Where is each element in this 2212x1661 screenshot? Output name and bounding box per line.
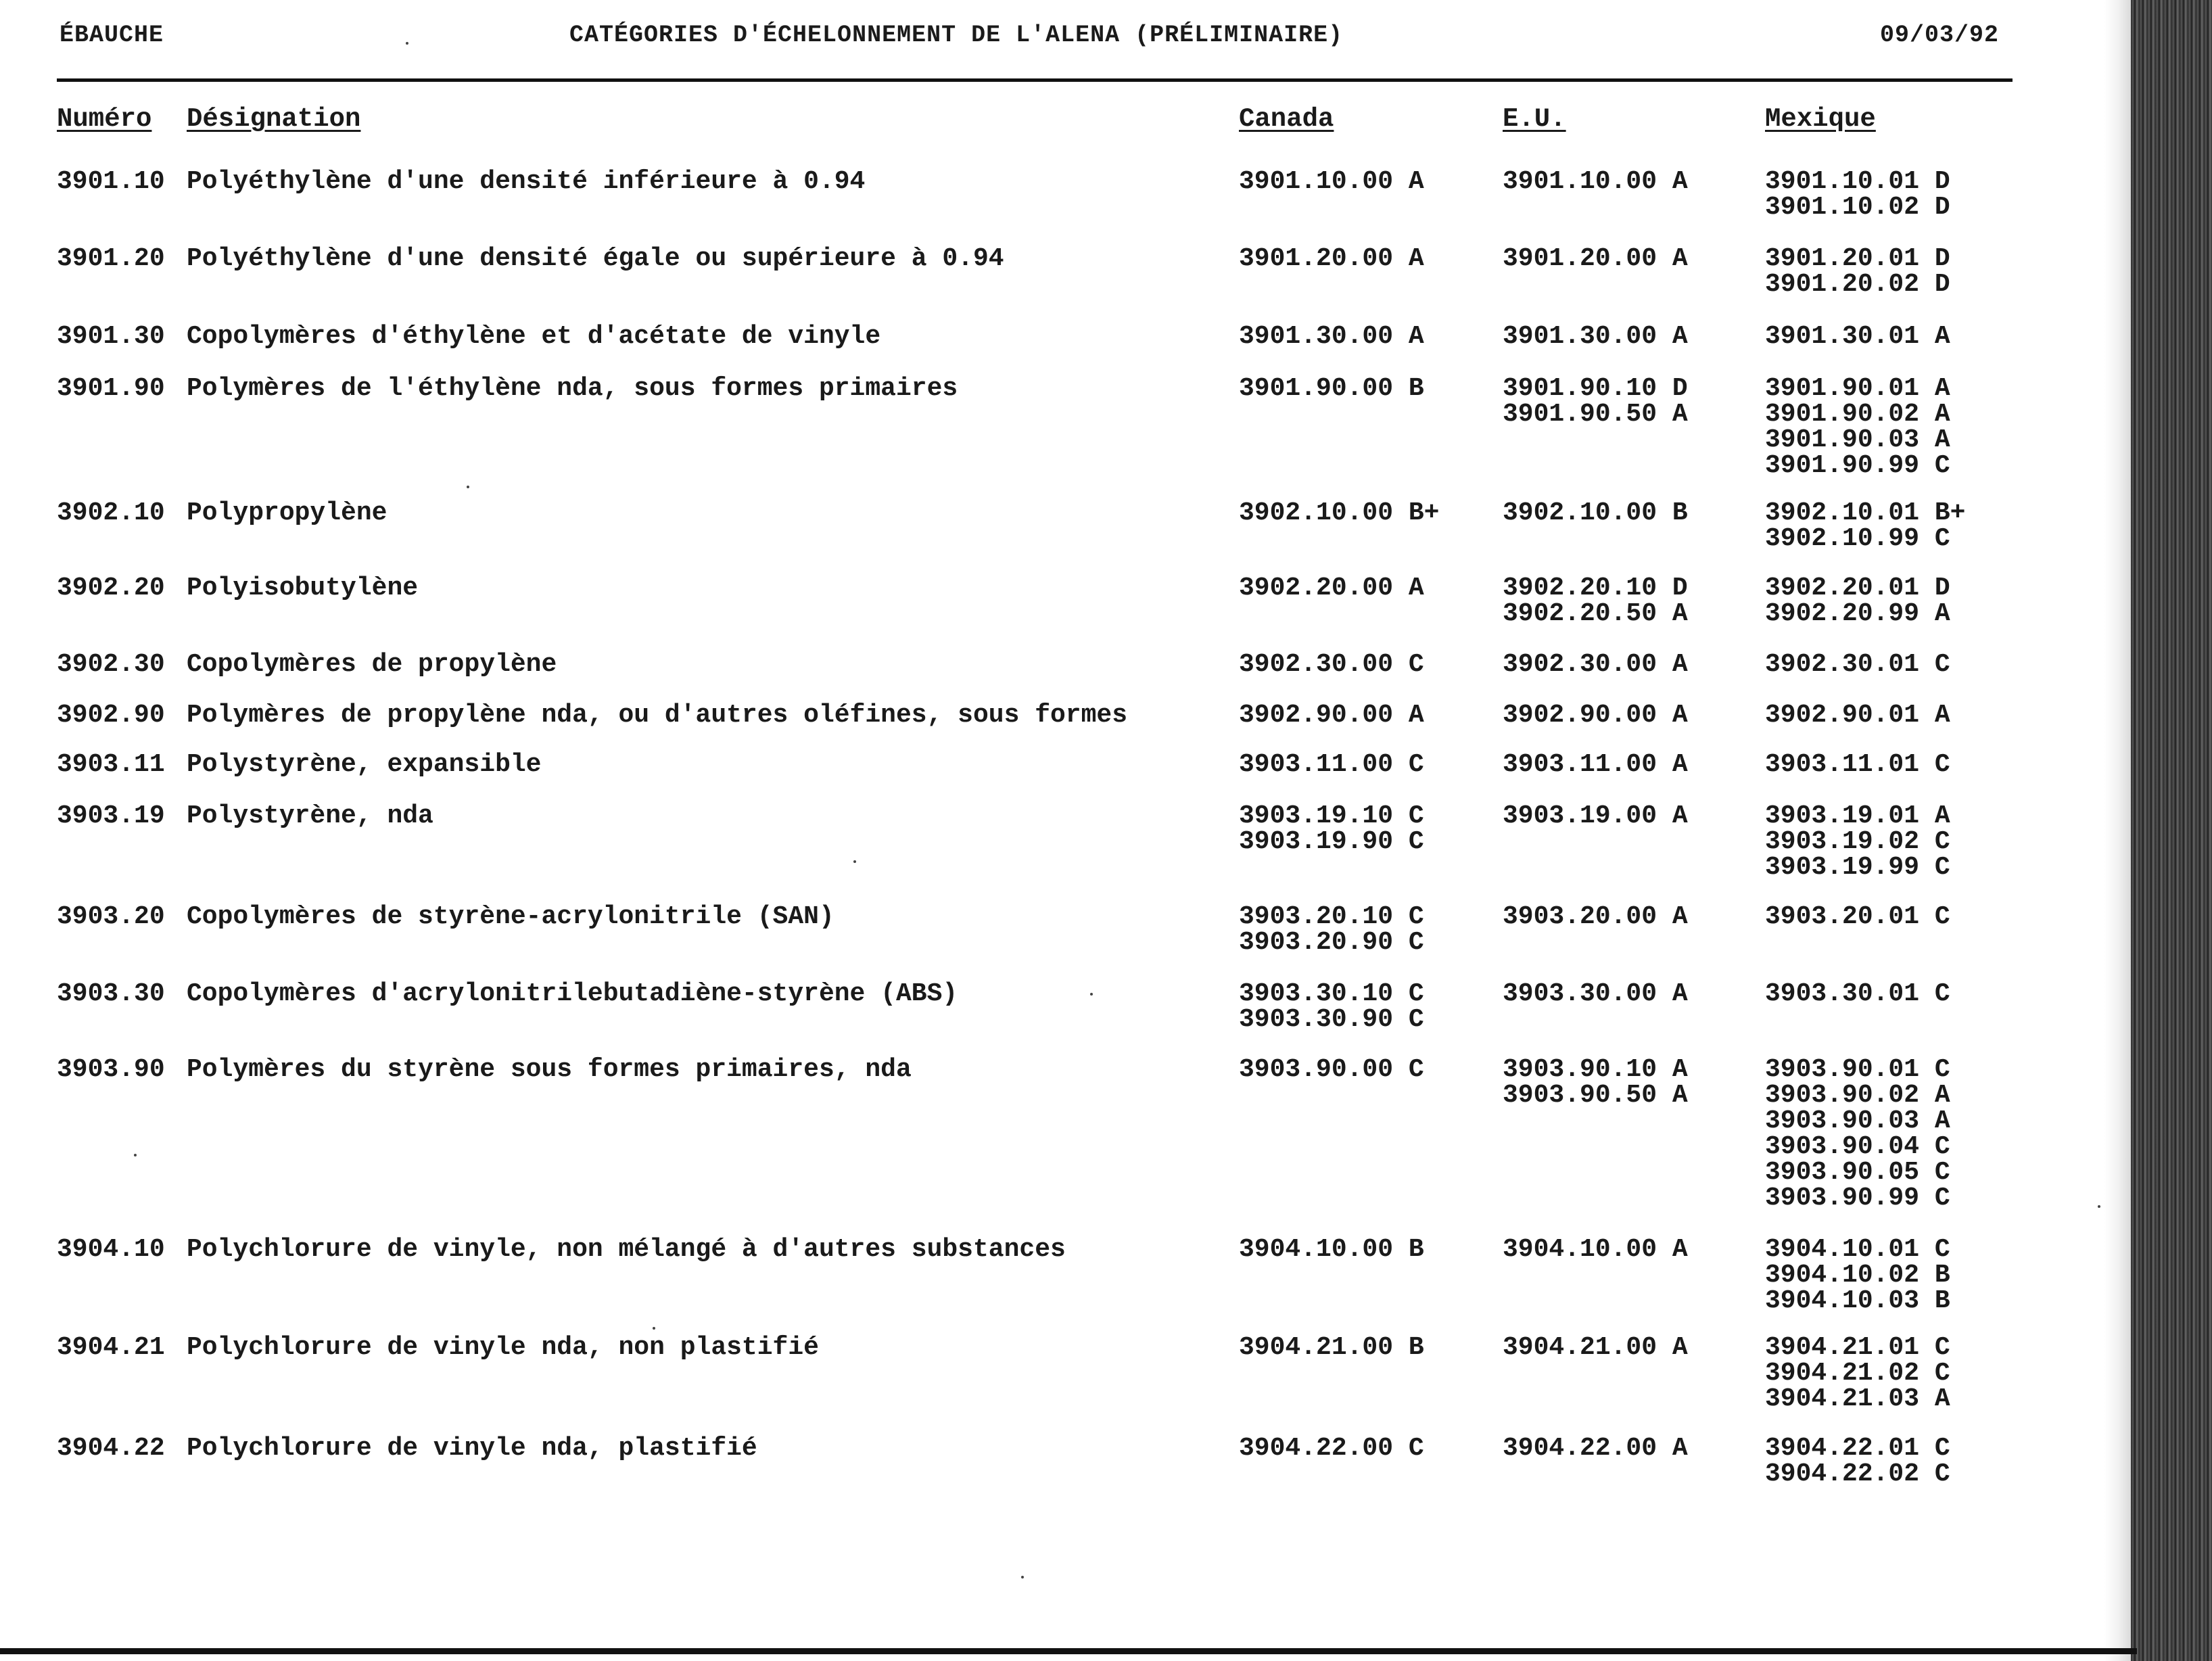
column-header-numero: Numéro: [57, 104, 152, 134]
tariff-number: 3901.30: [57, 322, 165, 351]
us-codes-code: 3901.10.00 A: [1503, 167, 1688, 196]
scan-speck: [406, 42, 408, 45]
canada-codes: [1239, 703, 1424, 728]
canada-codes-code: 3903.20.10 C: [1239, 902, 1424, 931]
us-codes: [1503, 981, 1688, 1007]
canada-codes-code: 3903.30.90 C: [1239, 1005, 1424, 1034]
mexique-codes: [1765, 803, 1950, 881]
tariff-number: 3902.30: [57, 650, 165, 679]
mexique-codes-code: 3903.90.04 C: [1765, 1132, 1950, 1161]
column-header-mexique: Mexique: [1765, 104, 1876, 134]
mexique-codes-code: 3902.20.99 A: [1765, 599, 1950, 628]
us-codes: [1503, 324, 1688, 350]
mexique-codes-code: 3904.10.01 C: [1765, 1235, 1950, 1264]
tariff-number: 3901.90: [57, 374, 165, 403]
document-title: CATÉGORIES D'ÉCHELONNEMENT DE L'ALENA (PRÉLIMINAIRE): [569, 22, 1344, 49]
canada-codes-code: 3901.30.00 A: [1239, 322, 1424, 351]
tariff-designation: Polymères de propylène nda, ou d'autres oléfines, sous formes: [187, 701, 1128, 730]
bottom-border: [0, 1648, 2137, 1654]
mexique-codes: [1765, 500, 1965, 552]
scanner-edge: [2131, 0, 2212, 1661]
us-codes-code: 3903.19.00 A: [1503, 801, 1688, 830]
tariff-designation: Polyéthylène d'une densité inférieure à 0.94: [187, 167, 866, 196]
tariff-number: 3904.10: [57, 1235, 165, 1264]
mexique-codes: [1765, 1237, 1950, 1314]
tariff-number: 3902.10: [57, 498, 165, 528]
scan-speck: [1021, 1576, 1024, 1578]
mexique-codes-code: 3903.90.05 C: [1765, 1158, 1950, 1187]
mexique-codes-code: 3903.19.02 C: [1765, 827, 1950, 856]
column-header-designation: Désignation: [187, 104, 361, 134]
mexique-codes-code: 3903.19.99 C: [1765, 853, 1950, 882]
canada-codes: [1239, 169, 1424, 195]
canada-codes: [1239, 324, 1424, 350]
scan-speck: [653, 1327, 655, 1330]
us-codes: [1503, 803, 1688, 829]
mexique-codes-code: 3904.22.02 C: [1765, 1459, 1950, 1489]
tariff-designation: Polyéthylène d'une densité égale ou supérieure à 0.94: [187, 244, 1004, 273]
scan-speck: [134, 1154, 137, 1156]
canada-codes-code: 3901.20.00 A: [1239, 244, 1424, 273]
tariff-designation: Copolymères de propylène: [187, 650, 557, 679]
canada-codes-code: 3903.20.90 C: [1239, 928, 1424, 957]
mexique-codes-code: 3903.11.01 C: [1765, 750, 1950, 779]
us-codes-code: 3903.90.50 A: [1503, 1081, 1688, 1110]
mexique-codes-code: 3901.90.03 A: [1765, 425, 1950, 454]
mexique-codes-code: 3904.21.01 C: [1765, 1333, 1950, 1362]
canada-codes-code: 3902.20.00 A: [1239, 574, 1424, 603]
mexique-codes-code: 3903.90.03 A: [1765, 1106, 1950, 1136]
tariff-number: 3904.21: [57, 1333, 165, 1362]
canada-codes: [1239, 376, 1424, 402]
canada-codes: [1239, 1335, 1424, 1361]
tariff-designation: Polypropylène: [187, 498, 387, 528]
tariff-number: 3903.20: [57, 902, 165, 931]
tariff-number: 3903.19: [57, 801, 165, 830]
us-codes-code: 3903.90.10 A: [1503, 1055, 1688, 1084]
mexique-codes-code: 3901.20.01 D: [1765, 244, 1950, 273]
scan-speck: [2098, 1205, 2100, 1208]
mexique-codes-code: 3901.10.01 D: [1765, 167, 1950, 196]
mexique-codes: [1765, 652, 1950, 678]
mexique-codes-code: 3903.30.01 C: [1765, 979, 1950, 1008]
mexique-codes-code: 3901.90.99 C: [1765, 451, 1950, 480]
us-codes-code: 3902.10.00 B: [1503, 498, 1688, 528]
mexique-codes: [1765, 752, 1950, 778]
us-codes: [1503, 500, 1688, 526]
us-codes: [1503, 652, 1688, 678]
mexique-codes: [1765, 376, 1950, 479]
column-header-canada: Canada: [1239, 104, 1334, 134]
us-codes: [1503, 1237, 1688, 1263]
us-codes-code: 3902.20.10 D: [1503, 574, 1688, 603]
tariff-designation: Copolymères d'acrylonitrilebutadiène-styrène (ABS): [187, 979, 958, 1008]
us-codes: [1503, 376, 1688, 427]
us-codes-code: 3903.20.00 A: [1503, 902, 1688, 931]
mexique-codes: [1765, 904, 1950, 930]
canada-codes: [1239, 1237, 1424, 1263]
mexique-codes: [1765, 169, 1950, 220]
tariff-designation: Polymères de l'éthylène nda, sous formes primaires: [187, 374, 958, 403]
us-codes-code: 3904.22.00 A: [1503, 1434, 1688, 1463]
mexique-codes-code: 3904.21.03 A: [1765, 1384, 1950, 1413]
mexique-codes: [1765, 1335, 1950, 1412]
canada-codes: [1239, 576, 1424, 601]
tariff-designation: Polystyrène, nda: [187, 801, 433, 830]
canada-codes: [1239, 981, 1424, 1033]
canada-codes-code: 3902.10.00 B+: [1239, 498, 1440, 528]
mexique-codes-code: 3902.10.99 C: [1765, 524, 1950, 553]
scan-speck: [853, 860, 856, 863]
tariff-designation: Polymères du styrène sous formes primaires, nda: [187, 1055, 912, 1084]
us-codes-code: 3903.30.00 A: [1503, 979, 1688, 1008]
us-codes: [1503, 1057, 1688, 1108]
tariff-number: 3902.20: [57, 574, 165, 603]
canada-codes: [1239, 500, 1439, 526]
mexique-codes-code: 3903.90.99 C: [1765, 1184, 1950, 1213]
tariff-designation: Polyisobutylène: [187, 574, 419, 603]
canada-codes: [1239, 652, 1424, 678]
tariff-designation: Polystyrène, expansible: [187, 750, 542, 779]
us-codes-code: 3902.20.50 A: [1503, 599, 1688, 628]
mexique-codes: [1765, 981, 1950, 1007]
tariff-number: 3901.20: [57, 244, 165, 273]
us-codes: [1503, 169, 1688, 195]
canada-codes-code: 3903.11.00 C: [1239, 750, 1424, 779]
us-codes: [1503, 1335, 1688, 1361]
us-codes: [1503, 576, 1688, 627]
us-codes: [1503, 246, 1688, 272]
mexique-codes: [1765, 246, 1950, 298]
mexique-codes: [1765, 1436, 1950, 1487]
mexique-codes: [1765, 324, 1950, 350]
canada-codes-code: 3903.30.10 C: [1239, 979, 1424, 1008]
mexique-codes: [1765, 576, 1950, 627]
us-codes-code: 3901.90.50 A: [1503, 400, 1688, 429]
tariff-number: 3904.22: [57, 1434, 165, 1463]
canada-codes: [1239, 1436, 1424, 1461]
us-codes: [1503, 1436, 1688, 1461]
canada-codes-code: 3904.22.00 C: [1239, 1434, 1424, 1463]
mexique-codes-code: 3902.10.01 B+: [1765, 498, 1966, 528]
canada-codes: [1239, 904, 1424, 956]
us-codes: [1503, 904, 1688, 930]
canada-codes-code: 3902.90.00 A: [1239, 701, 1424, 730]
canada-codes-code: 3903.90.00 C: [1239, 1055, 1424, 1084]
canada-codes-code: 3903.19.10 C: [1239, 801, 1424, 830]
canada-codes-code: 3904.21.00 B: [1239, 1333, 1424, 1362]
tariff-designation: Polychlorure de vinyle nda, plastifié: [187, 1434, 757, 1463]
us-codes-code: 3901.90.10 D: [1503, 374, 1688, 403]
tariff-designation: Copolymères de styrène-acrylonitrile (SAN): [187, 902, 834, 931]
mexique-codes-code: 3903.19.01 A: [1765, 801, 1950, 830]
tariff-designation: Polychlorure de vinyle, non mélangé à d'autres substances: [187, 1235, 1066, 1264]
mexique-codes-code: 3902.20.01 D: [1765, 574, 1950, 603]
us-codes-code: 3904.21.00 A: [1503, 1333, 1688, 1362]
mexique-codes-code: 3903.90.02 A: [1765, 1081, 1950, 1110]
canada-codes-code: 3904.10.00 B: [1239, 1235, 1424, 1264]
mexique-codes-code: 3902.90.01 A: [1765, 701, 1950, 730]
canada-codes-code: 3901.90.00 B: [1239, 374, 1424, 403]
column-header-us: E.U.: [1503, 104, 1566, 134]
mexique-codes-code: 3902.30.01 C: [1765, 650, 1950, 679]
us-codes-code: 3903.11.00 A: [1503, 750, 1688, 779]
canada-codes: [1239, 246, 1424, 272]
canada-codes: [1239, 1057, 1424, 1083]
tariff-number: 3903.90: [57, 1055, 165, 1084]
tariff-designation: Copolymères d'éthylène et d'acétate de vinyle: [187, 322, 881, 351]
canada-codes-code: 3902.30.00 C: [1239, 650, 1424, 679]
document-date: 09/03/92: [1880, 22, 2000, 49]
mexique-codes-code: 3901.10.02 D: [1765, 193, 1950, 222]
mexique-codes-code: 3904.10.02 B: [1765, 1261, 1950, 1290]
mexique-codes-code: 3903.90.01 C: [1765, 1055, 1950, 1084]
canada-codes: [1239, 752, 1424, 778]
mexique-codes-code: 3904.22.01 C: [1765, 1434, 1950, 1463]
tariff-number: 3902.90: [57, 701, 165, 730]
canada-codes-code: 3901.10.00 A: [1239, 167, 1424, 196]
scan-speck: [1090, 993, 1093, 996]
mexique-codes-code: 3903.20.01 C: [1765, 902, 1950, 931]
tariff-designation: Polychlorure de vinyle nda, non plastifié: [187, 1333, 819, 1362]
draft-label: ÉBAUCHE: [60, 22, 164, 49]
us-codes-code: 3901.30.00 A: [1503, 322, 1688, 351]
us-codes-code: 3902.30.00 A: [1503, 650, 1688, 679]
mexique-codes: [1765, 703, 1950, 728]
scan-speck: [467, 486, 469, 488]
tariff-number: 3903.30: [57, 979, 165, 1008]
tariff-number: 3903.11: [57, 750, 165, 779]
mexique-codes-code: 3904.21.02 C: [1765, 1359, 1950, 1388]
us-codes: [1503, 752, 1688, 778]
header-rule: [57, 78, 2013, 82]
mexique-codes-code: 3901.90.01 A: [1765, 374, 1950, 403]
mexique-codes-code: 3901.90.02 A: [1765, 400, 1950, 429]
canada-codes: [1239, 803, 1424, 855]
us-codes-code: 3901.20.00 A: [1503, 244, 1688, 273]
tariff-number: 3901.10: [57, 167, 165, 196]
us-codes-code: 3902.90.00 A: [1503, 701, 1688, 730]
mexique-codes-code: 3904.10.03 B: [1765, 1286, 1950, 1315]
canada-codes-code: 3903.19.90 C: [1239, 827, 1424, 856]
us-codes: [1503, 703, 1688, 728]
us-codes-code: 3904.10.00 A: [1503, 1235, 1688, 1264]
mexique-codes: [1765, 1057, 1950, 1211]
mexique-codes-code: 3901.20.02 D: [1765, 270, 1950, 299]
mexique-codes-code: 3901.30.01 A: [1765, 322, 1950, 351]
